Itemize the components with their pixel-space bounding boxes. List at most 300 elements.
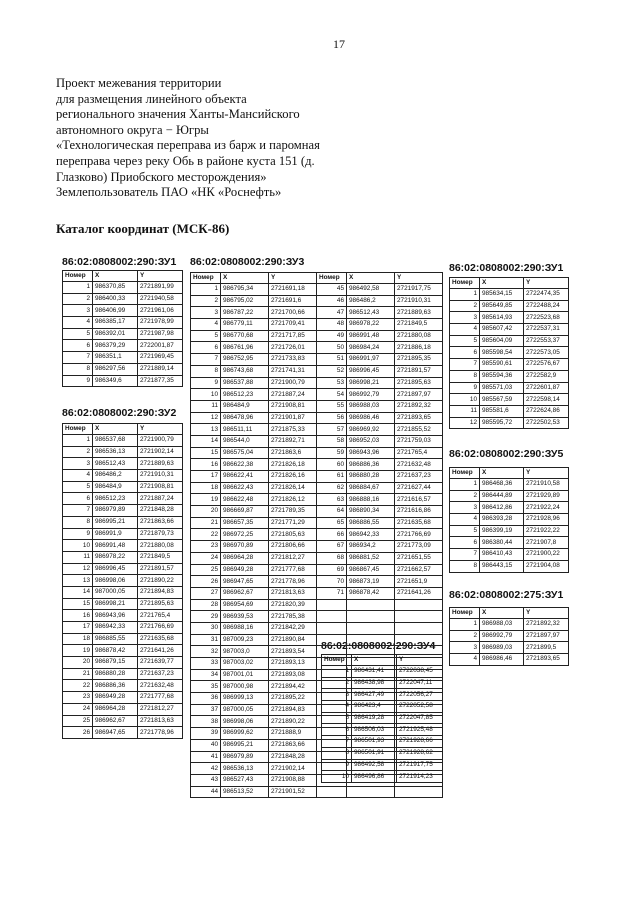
- point-number: 25: [63, 715, 93, 727]
- x-coordinate: 986349,6: [93, 375, 138, 387]
- x-coordinate: 986492,58: [347, 284, 395, 296]
- point-number: 9: [63, 528, 93, 540]
- point-number: 11: [63, 551, 93, 563]
- table-row: [450, 417, 569, 429]
- point-number: 15: [191, 447, 221, 459]
- x-coordinate: 985595,72: [480, 417, 524, 429]
- table-row: [191, 389, 443, 401]
- empty-cell: [347, 622, 395, 634]
- y-coordinate: 2721894,42: [269, 681, 317, 693]
- table-row: [191, 552, 443, 564]
- table-row: [63, 598, 183, 610]
- y-coordinate: 2721910,58: [524, 479, 569, 491]
- y-coordinate: 2721700,66: [269, 307, 317, 319]
- table-row: [63, 610, 183, 622]
- point-number: 31: [191, 634, 221, 646]
- point-number: 12: [450, 417, 480, 429]
- point-number: 5: [450, 335, 480, 347]
- table-header-row: [450, 468, 569, 479]
- point-number: 30: [191, 622, 221, 634]
- point-number: 8: [191, 365, 221, 377]
- x-coordinate: 986399,19: [480, 525, 524, 537]
- table-row: [63, 317, 183, 329]
- y-coordinate: 2721880,08: [138, 540, 183, 552]
- point-number: 5: [191, 330, 221, 342]
- table-row: [322, 759, 443, 771]
- y-coordinate: 2722537,31: [524, 324, 569, 336]
- column-header: X: [480, 278, 524, 289]
- column-header: Y: [269, 273, 317, 284]
- x-coordinate: 986988,03: [347, 400, 395, 412]
- y-coordinate: 2721842,29: [269, 622, 317, 634]
- column-header: Номер: [191, 273, 221, 284]
- y-coordinate: 2721789,35: [269, 506, 317, 518]
- x-coordinate: 985598,54: [480, 347, 524, 359]
- table-row: [450, 560, 569, 572]
- y-coordinate: 2721892,32: [395, 400, 443, 412]
- y-coordinate: 2721863,6: [269, 447, 317, 459]
- empty-cell: [317, 611, 347, 623]
- y-coordinate: 2721969,45: [138, 352, 183, 364]
- y-coordinate: 2721922,22: [524, 525, 569, 537]
- table-row: [63, 703, 183, 715]
- y-coordinate: 2721805,63: [269, 529, 317, 541]
- point-number: 10: [191, 389, 221, 401]
- empty-cell: [347, 611, 395, 623]
- point-number: 68: [317, 552, 347, 564]
- table-row: [450, 289, 569, 301]
- column-header: Номер: [317, 273, 347, 284]
- y-coordinate: 2721908,88: [269, 774, 317, 786]
- table-row: [63, 563, 183, 575]
- x-coordinate: 986419,28: [352, 712, 397, 724]
- table-row: [322, 736, 443, 748]
- table-row: [450, 619, 569, 631]
- table-row: [191, 307, 443, 319]
- x-coordinate: 986995,21: [93, 516, 138, 528]
- y-coordinate: 2721895,63: [395, 377, 443, 389]
- y-coordinate: 2721891,99: [138, 282, 183, 294]
- y-coordinate: 2721928,66: [397, 736, 443, 748]
- y-coordinate: 2722038,45: [397, 666, 443, 678]
- x-coordinate: 986998,21: [93, 598, 138, 610]
- point-number: 19: [63, 645, 93, 657]
- point-number: 10: [322, 771, 352, 783]
- point-number: 8: [450, 370, 480, 382]
- table-row: [63, 622, 183, 634]
- column-header: X: [352, 655, 397, 666]
- table-row: [63, 715, 183, 727]
- x-coordinate: 986999,13: [221, 693, 269, 705]
- empty-cell: [317, 622, 347, 634]
- table-row: [322, 689, 443, 701]
- x-coordinate: 986880,28: [347, 471, 395, 483]
- y-coordinate: 2721812,27: [269, 552, 317, 564]
- point-number: 9: [191, 377, 221, 389]
- x-coordinate: 986962,67: [221, 587, 269, 599]
- point-number: 28: [191, 599, 221, 611]
- point-number: 5: [63, 328, 93, 340]
- x-coordinate: 986878,42: [347, 587, 395, 599]
- table-row: [322, 712, 443, 724]
- header-line: «Технологическая переправа из барж и паромная: [56, 138, 320, 153]
- y-coordinate: 2721893,65: [395, 412, 443, 424]
- point-number: 6: [450, 537, 480, 549]
- y-coordinate: 2721765,4: [395, 447, 443, 459]
- table-row: [191, 377, 443, 389]
- header-line: автономного округа − Югры: [56, 122, 209, 137]
- x-coordinate: 986537,68: [93, 435, 138, 447]
- point-number: 38: [191, 716, 221, 728]
- x-coordinate: 986984,24: [347, 342, 395, 354]
- x-coordinate: 985614,93: [480, 312, 524, 324]
- point-number: 56: [317, 412, 347, 424]
- x-coordinate: 986512,43: [93, 458, 138, 470]
- column-header: X: [93, 271, 138, 282]
- empty-cell: [347, 599, 395, 611]
- point-number: 7: [191, 354, 221, 366]
- point-number: 25: [191, 564, 221, 576]
- y-coordinate: 2721826,12: [269, 494, 317, 506]
- point-number: 8: [63, 516, 93, 528]
- y-coordinate: 2721812,27: [138, 703, 183, 715]
- y-coordinate: 2721908,81: [269, 400, 317, 412]
- y-coordinate: 2721651,55: [395, 552, 443, 564]
- point-number: 64: [317, 506, 347, 518]
- x-coordinate: 986988,03: [480, 619, 524, 631]
- coordinates-table-zu1: [62, 270, 183, 387]
- point-number: 1: [63, 282, 93, 294]
- point-number: 18: [191, 482, 221, 494]
- x-coordinate: 986952,03: [347, 435, 395, 447]
- x-coordinate: 986544,0: [221, 435, 269, 447]
- y-coordinate: 2721890,84: [269, 634, 317, 646]
- point-number: 16: [191, 459, 221, 471]
- table-row: [191, 435, 443, 447]
- x-coordinate: 986622,38: [221, 459, 269, 471]
- point-number: 27: [191, 587, 221, 599]
- y-coordinate: 2721922,24: [524, 502, 569, 514]
- header-line: Землепользователь ПАО «НК «Роснефть»: [56, 185, 282, 200]
- x-coordinate: 986890,34: [347, 506, 395, 518]
- table-row: [322, 747, 443, 759]
- table-row: [63, 551, 183, 563]
- point-number: 51: [317, 354, 347, 366]
- x-coordinate: 986501,93: [352, 736, 397, 748]
- table-row: [63, 668, 183, 680]
- x-coordinate: 986991,97: [347, 354, 395, 366]
- table-row: [322, 724, 443, 736]
- x-coordinate: 986412,86: [480, 502, 524, 514]
- column-header: Y: [397, 655, 443, 666]
- point-number: 44: [191, 786, 221, 798]
- y-coordinate: 2721848,28: [138, 505, 183, 517]
- x-coordinate: 986943,96: [93, 610, 138, 622]
- x-coordinate: 986996,45: [93, 563, 138, 575]
- point-number: 34: [191, 669, 221, 681]
- y-coordinate: 2721826,16: [269, 471, 317, 483]
- x-coordinate: 986998,06: [93, 575, 138, 587]
- x-coordinate: 986998,21: [347, 377, 395, 389]
- point-number: 46: [317, 295, 347, 307]
- y-coordinate: 2721897,97: [395, 389, 443, 401]
- table-row: [450, 490, 569, 502]
- point-number: 55: [317, 400, 347, 412]
- column-header: Y: [138, 271, 183, 282]
- section-title-zu2: 86:02:0808002:290:ЗУ2: [62, 407, 177, 419]
- point-number: 2: [450, 490, 480, 502]
- table-row: [450, 300, 569, 312]
- y-coordinate: 2721820,39: [269, 599, 317, 611]
- table-row: [63, 540, 183, 552]
- y-coordinate: 2721785,38: [269, 611, 317, 623]
- coordinates-table-zu4: [321, 654, 443, 783]
- x-coordinate: 986954,69: [221, 599, 269, 611]
- point-number: 22: [63, 680, 93, 692]
- y-coordinate: 2722598,14: [524, 394, 569, 406]
- x-coordinate: 986888,16: [347, 494, 395, 506]
- y-coordinate: 2721777,68: [138, 692, 183, 704]
- x-coordinate: 986972,25: [221, 529, 269, 541]
- y-coordinate: 2721899,5: [524, 642, 569, 654]
- table-row: [450, 514, 569, 526]
- point-number: 35: [191, 681, 221, 693]
- table-row: [191, 400, 443, 412]
- point-number: 71: [317, 587, 347, 599]
- x-coordinate: 986942,33: [93, 622, 138, 634]
- empty-cell: [395, 634, 443, 646]
- point-number: 1: [191, 284, 221, 296]
- y-coordinate: 2721891,57: [138, 563, 183, 575]
- table-row: [63, 692, 183, 704]
- point-number: 8: [322, 747, 352, 759]
- table-row: [63, 645, 183, 657]
- x-coordinate: 986995,21: [221, 739, 269, 751]
- table-row: [191, 506, 443, 518]
- table-row: [450, 394, 569, 406]
- point-number: 2: [63, 293, 93, 305]
- y-coordinate: 2721914,23: [397, 771, 443, 783]
- y-coordinate: 2721616,86: [395, 506, 443, 518]
- y-coordinate: 2721813,63: [138, 715, 183, 727]
- x-coordinate: 986943,96: [347, 447, 395, 459]
- table-row: [322, 771, 443, 783]
- y-coordinate: 2722573,05: [524, 347, 569, 359]
- y-coordinate: 2721759,03: [395, 435, 443, 447]
- x-coordinate: 986947,65: [221, 576, 269, 588]
- point-number: 53: [317, 377, 347, 389]
- x-coordinate: 986575,04: [221, 447, 269, 459]
- point-number: 6: [63, 493, 93, 505]
- x-coordinate: 986512,43: [347, 307, 395, 319]
- table-row: [63, 516, 183, 528]
- table-row: [63, 340, 183, 352]
- table-row: [63, 680, 183, 692]
- x-coordinate: 986978,22: [347, 319, 395, 331]
- y-coordinate: 2722582,9: [524, 370, 569, 382]
- y-coordinate: 2721889,63: [138, 458, 183, 470]
- coordinates-table-zu2: [62, 423, 183, 739]
- y-coordinate: 2721907,8: [524, 537, 569, 549]
- point-number: 17: [63, 622, 93, 634]
- section-title-zu3: 86:02:0808002:290:ЗУ3: [190, 256, 305, 268]
- point-number: 2: [450, 300, 480, 312]
- y-coordinate: 2722624,86: [524, 405, 569, 417]
- table-row: [450, 502, 569, 514]
- table-row: [191, 576, 443, 588]
- x-coordinate: 986988,16: [221, 622, 269, 634]
- y-coordinate: 2721777,68: [269, 564, 317, 576]
- column-header: Y: [138, 424, 183, 435]
- table-row: [322, 677, 443, 689]
- x-coordinate: 986879,15: [93, 657, 138, 669]
- y-coordinate: 2721940,58: [138, 293, 183, 305]
- point-number: 52: [317, 365, 347, 377]
- x-coordinate: 986992,79: [347, 389, 395, 401]
- x-coordinate: 986986,46: [347, 412, 395, 424]
- section-title-zu1-right: 86:02:0808002:290:ЗУ1: [449, 262, 564, 274]
- x-coordinate: 986886,55: [347, 517, 395, 529]
- x-coordinate: 986969,92: [347, 424, 395, 436]
- x-coordinate: 985604,09: [480, 335, 524, 347]
- y-coordinate: 2721849,5: [138, 551, 183, 563]
- y-coordinate: 2721886,18: [395, 342, 443, 354]
- x-coordinate: 986886,36: [347, 459, 395, 471]
- y-coordinate: 2721651,9: [395, 576, 443, 588]
- table-row: [63, 375, 183, 387]
- section-title-275-zu1: 86:02:0808002:275:ЗУ1: [449, 589, 564, 601]
- y-coordinate: 2721901,52: [269, 786, 317, 798]
- x-coordinate: 985634,15: [480, 289, 524, 301]
- point-number: 39: [191, 728, 221, 740]
- x-coordinate: 985649,85: [480, 300, 524, 312]
- y-coordinate: 2721826,14: [269, 482, 317, 494]
- x-coordinate: 986949,28: [221, 564, 269, 576]
- point-number: 70: [317, 576, 347, 588]
- x-coordinate: 986770,68: [221, 330, 269, 342]
- table-row: [63, 328, 183, 340]
- table-row: [450, 335, 569, 347]
- x-coordinate: 985594,36: [480, 370, 524, 382]
- column-header: Номер: [63, 424, 93, 435]
- column-header: Номер: [450, 468, 480, 479]
- point-number: 17: [191, 471, 221, 483]
- table-row: [450, 359, 569, 371]
- y-coordinate: 2721910,31: [138, 470, 183, 482]
- x-coordinate: 986743,68: [221, 365, 269, 377]
- y-coordinate: 2721877,35: [138, 375, 183, 387]
- x-coordinate: 986991,48: [347, 330, 395, 342]
- y-coordinate: 2721879,73: [138, 528, 183, 540]
- point-number: 7: [450, 549, 480, 561]
- point-number: 57: [317, 424, 347, 436]
- y-coordinate: 2721848,28: [269, 751, 317, 763]
- table-header-row: [450, 608, 569, 619]
- x-coordinate: 987009,23: [221, 634, 269, 646]
- point-number: 65: [317, 517, 347, 529]
- point-number: 6: [63, 340, 93, 352]
- x-coordinate: 986787,22: [221, 307, 269, 319]
- column-header: X: [221, 273, 269, 284]
- point-number: 67: [317, 541, 347, 553]
- table-row: [63, 363, 183, 375]
- table-row: [450, 312, 569, 324]
- table-row: [63, 305, 183, 317]
- y-coordinate: 2721635,68: [138, 633, 183, 645]
- x-coordinate: 986351,1: [93, 352, 138, 364]
- x-coordinate: 986992,79: [480, 630, 524, 642]
- table-row: [63, 575, 183, 587]
- empty-cell: [395, 611, 443, 623]
- x-coordinate: 986484,9: [221, 400, 269, 412]
- y-coordinate: 2722001,87: [138, 340, 183, 352]
- table-row: [191, 634, 443, 646]
- y-coordinate: 2721641,26: [395, 587, 443, 599]
- point-number: 2: [322, 677, 352, 689]
- point-number: 9: [450, 382, 480, 394]
- point-number: 58: [317, 435, 347, 447]
- x-coordinate: 986393,28: [480, 514, 524, 526]
- table-row: [191, 471, 443, 483]
- x-coordinate: 987000,05: [221, 704, 269, 716]
- table-row: [191, 517, 443, 529]
- coordinates-table-275-zu1: [449, 607, 569, 666]
- y-coordinate: 2721691,18: [269, 284, 317, 296]
- y-coordinate: 2721904,08: [524, 560, 569, 572]
- x-coordinate: 986511,11: [221, 424, 269, 436]
- x-coordinate: 986379,29: [93, 340, 138, 352]
- x-coordinate: 986438,98: [352, 677, 397, 689]
- x-coordinate: 985567,59: [480, 394, 524, 406]
- point-number: 10: [63, 540, 93, 552]
- y-coordinate: 2721888,9: [269, 728, 317, 740]
- point-number: 22: [191, 529, 221, 541]
- x-coordinate: 986761,96: [221, 342, 269, 354]
- x-coordinate: 986427,49: [352, 689, 397, 701]
- y-coordinate: 2722047,85: [397, 712, 443, 724]
- y-coordinate: 2722056,27: [397, 689, 443, 701]
- y-coordinate: 2721902,14: [138, 446, 183, 458]
- x-coordinate: 986506,03: [352, 724, 397, 736]
- y-coordinate: 2721855,52: [395, 424, 443, 436]
- point-number: 14: [63, 586, 93, 598]
- y-coordinate: 2721895,22: [269, 693, 317, 705]
- point-number: 21: [63, 668, 93, 680]
- y-coordinate: 2722474,35: [524, 289, 569, 301]
- x-coordinate: 986939,53: [221, 611, 269, 623]
- point-number: 3: [450, 312, 480, 324]
- point-number: 1: [450, 289, 480, 301]
- y-coordinate: 2721893,54: [269, 646, 317, 658]
- x-coordinate: 986999,62: [221, 728, 269, 740]
- point-number: 29: [191, 611, 221, 623]
- x-coordinate: 986400,33: [93, 293, 138, 305]
- point-number: 3: [63, 458, 93, 470]
- x-coordinate: 985590,61: [480, 359, 524, 371]
- empty-cell: [395, 786, 443, 798]
- table-row: [63, 505, 183, 517]
- y-coordinate: 2721627,44: [395, 482, 443, 494]
- point-number: 10: [450, 394, 480, 406]
- point-number: 3: [191, 307, 221, 319]
- y-coordinate: 2721887,24: [269, 389, 317, 401]
- table-row: [63, 293, 183, 305]
- point-number: 6: [450, 347, 480, 359]
- point-number: 24: [63, 703, 93, 715]
- point-number: 6: [191, 342, 221, 354]
- catalog-title: Каталог координат (МСК-86): [56, 221, 230, 236]
- point-number: 23: [63, 692, 93, 704]
